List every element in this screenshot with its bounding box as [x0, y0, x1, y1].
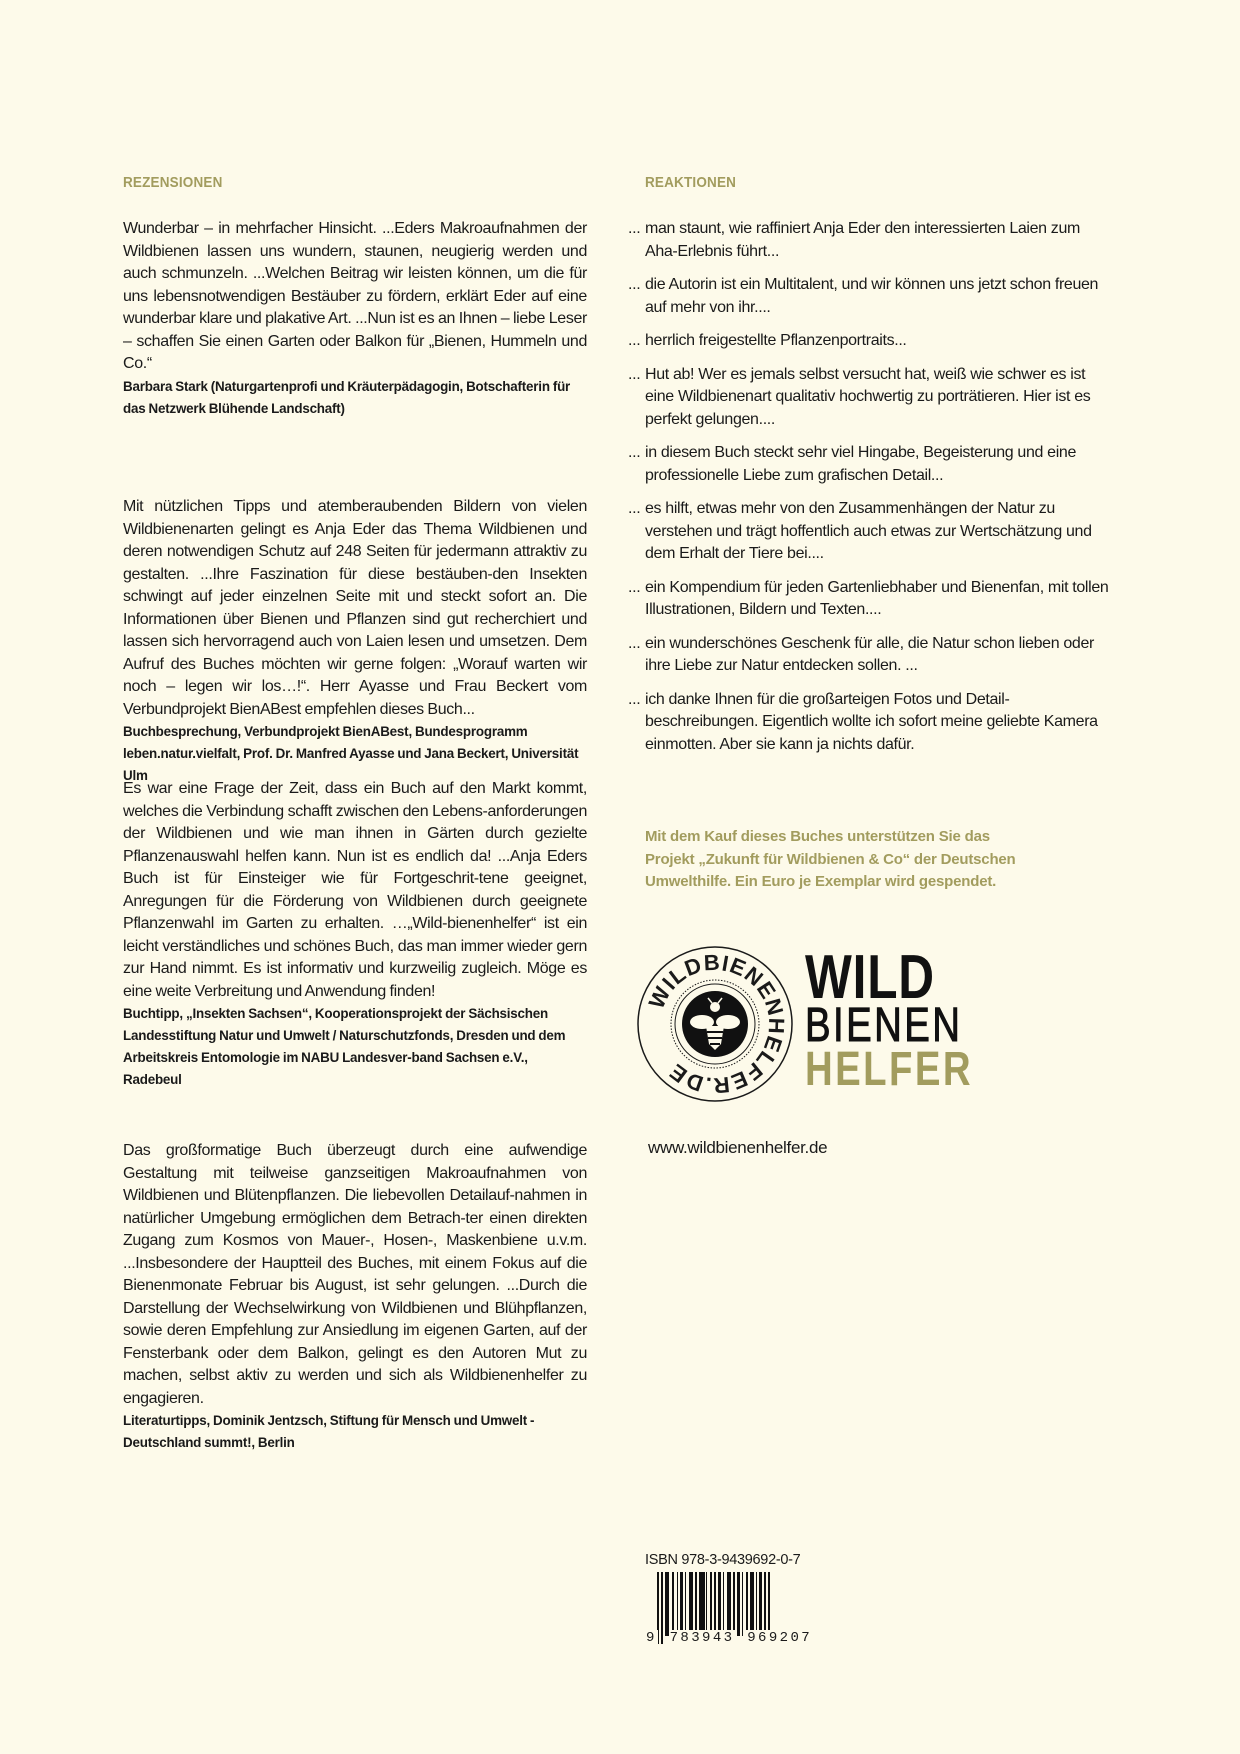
reactions-column — [628, 174, 1109, 1157]
reaction-item — [628, 577, 1115, 622]
logo-wordmark — [805, 943, 973, 1096]
reviews-heading: REZENSIONEN — [123, 174, 223, 191]
review-4 — [123, 1140, 587, 1454]
reaction-item — [628, 330, 1115, 353]
ellipsis-bullet: ... — [628, 365, 641, 383]
reaction-item — [628, 274, 1115, 319]
svg-text:WILDBIENENHELFER.DE: WILDBIENENHELFER.DE — [643, 949, 790, 1099]
reaction-text: es hilft, etwas mehr von den Zusammenhängen der Natur zu verstehen und trägt hoffentlich auch etwas zur Wertschätzung und dem Erhalt der Tiere bei.... — [645, 500, 1092, 562]
barcode-digit-first: 9 — [646, 1630, 657, 1646]
ellipsis-bullet: ... — [628, 690, 641, 708]
logo-line-bienen: BIENEN — [805, 999, 963, 1052]
barcode-digits — [645, 1630, 825, 1646]
ellipsis-bullet: ... — [628, 500, 641, 517]
barcode-digits-left: 783943 — [669, 1630, 735, 1646]
reaction-item — [628, 364, 1115, 432]
ellipsis-bullet: ... — [628, 220, 641, 237]
reaction-item — [628, 633, 1115, 678]
ellipsis-bullet: ... — [628, 276, 641, 293]
ellipsis-bullet: ... — [628, 332, 641, 349]
isbn-label: ISBN 978-3-9439692-0-7 — [645, 1552, 801, 1568]
ellipsis-bullet: ... — [628, 578, 641, 596]
ellipsis-bullet: ... — [628, 444, 641, 461]
donation-note: Mit dem Kauf dieses Buches unterstützen Sie das Projekt „Zukunft für Wildbienen & Co“ der Deutschen Umwelthilfe. Ein Euro je Exemplar wird gespendet. — [645, 828, 1016, 890]
review-text: Wunderbar – in mehrfacher Hinsicht. ...Eders Makroaufnahmen der Wildbienen lassen uns wundern, staunen, neugierig werden und auch schmunzeln. ...Welchen Beitrag wir leisten können, um die für uns lebensnotwendigen Bestäuber zu fördern, erklärt Eder auf eine wunderbar klare und plakative Art. ...Nun ist es an Ihnen – liebe Leser – schaffen Sie einen Garten oder Balkon für „Bienen, Hummeln und Co.“ — [123, 220, 587, 372]
ellipsis-bullet: ... — [628, 634, 641, 652]
barcode-digits-right: 969207 — [747, 1630, 813, 1646]
reaction-text: ein Kompendium für jeden Gartenliebhaber und Bienenfan, mit tollen Illustrationen, Bildern und Texten.... — [645, 578, 1109, 618]
reaction-text: ein wunderschönes Geschenk für alle, die Natur schon lieben oder ihre Liebe zur Natur entdecken sollen. ... — [645, 634, 1094, 674]
reaction-item — [628, 689, 1115, 757]
reaction-text: Hut ab! Wer es jemals selbst versucht hat, weiß wie schwer es ist eine Wildbienenart qualitativ hochwertig zu porträtieren. Hier ist es perfekt gelungen.... — [645, 365, 1091, 428]
logo-line-helfer: HELFER — [805, 1043, 973, 1096]
review-2 — [123, 496, 587, 787]
seal-logo-icon — [635, 944, 795, 1104]
reaction-item — [628, 442, 1115, 487]
wildbienenhelfer-logo — [635, 944, 975, 1114]
review-source: Barbara Stark (Naturgartenprofi und Kräuterpädagogin, Botschafterin für das Netzwerk Blühende Landschaft) — [123, 378, 571, 416]
reactions-heading: REAKTIONEN — [645, 174, 737, 191]
review-3 — [123, 778, 587, 1091]
isbn-block — [645, 1552, 825, 1646]
review-text: Mit nützlichen Tipps und atemberaubenden Bildern von vielen Wildbienenarten gelingt es Anja Eder das Thema Wildbienen und deren notwendigen Schutz auf 248 Seiten für jedermann attraktiv zu gestalten. ...Ihre Faszination für diese bestäuben-den Insekten schwingt auf jeder einzelnen Seite mit und steckt sofort an. Die Informationen über Bienen und Pflanzen sind gut recherchiert und lassen sich hervorragend auch von Laien lesen und umsetzen. Dem Aufruf des Buches möchten wir gerne folgen: „Worauf warten wir noch – legen wir los…!“. Herr Ayasse und Frau Beckert vom Verbundprojekt BienABest empfehlen dieses Buch... — [123, 498, 587, 718]
reactions-list — [628, 218, 1115, 767]
review-source: Literaturtipps, Dominik Jentzsch, Stiftung für Mensch und Umwelt - Deutschland summt!, Berlin — [123, 1413, 535, 1450]
reaction-text: man staunt, wie raffiniert Anja Eder den interessierten Laien zum Aha-Erlebnis führt... — [645, 220, 1080, 260]
reaction-text: die Autorin ist ein Multitalent, und wir können uns jetzt schon freuen auf mehr von ihr.... — [645, 276, 1099, 316]
review-text: Das großformatige Buch überzeugt durch eine aufwendige Gestaltung mit teilweise ganzseitigen Makroaufnahmen von Wildbienen und Blütenpflanzen. Die liebevollen Detailauf-nahmen in natürlicher Umgebung ermöglichen dem Betrach-ter einen direkten Zugang zum Kosmos von Mauer-, Hosen-, Maskenbiene u.v.m. ...Insbesondere der Hauptteil des Buches, mit einem Fokus auf die Bienenmonate Februar bis August, ist sehr gelungen. ...Durch die Darstellung der Wechselwirkung von Wildbienen und Blühpflanzen, sowie deren Empfehlung zur Ansiedlung im eigenen Garten, auf der Fensterbank oder dem Balkon, gelingt es den Autoren Mut zu machen, selbst aktiv zu werden und sich als Wildbienenhelfer zu engagieren. — [123, 1142, 587, 1407]
review-1 — [123, 218, 587, 420]
reviews-column — [123, 174, 587, 1450]
website-link[interactable]: www.wildbienenhelfer.de — [648, 1138, 828, 1157]
logo-line-wild: WILD — [805, 943, 935, 1012]
reaction-item — [628, 498, 1115, 566]
reaction-text: ich danke Ihnen für die großarteigen Fotos und Detail-beschreibungen. Eigentlich wollte ich sofort meine geliebte Kamera einmotten. Aber sie kann ja nichts dafür. — [645, 690, 1098, 753]
reaction-text: in diesem Buch steckt sehr viel Hingabe, Begeisterung und eine professionelle Liebe zum grafischen Detail... — [645, 444, 1077, 484]
review-text: Es war eine Frage der Zeit, dass ein Buch auf den Markt kommt, welches die Verbindung schafft zwischen den Lebens-anforderungen der Wildbienen und wie man ihnen in Gärten durch gezielte Pflanzenauswahl helfen kann. Nun ist es endlich da! ...Anja Eders Buch ist für Einsteiger wie für Fortgeschrit-tene geeignet, Anregungen für die Förderung von Wildbienen durch geeignete Pflanzenwahl im Garten zu erhalten. …„Wild-bienenhelfer“ ist ein leicht verständliches und schönes Buch, das man immer wieder gern zur Hand nimmt. Es ist informativ und kurzweilig zugleich. Möge es eine weite Verbreitung und Anwendung finden! — [123, 780, 587, 1000]
reaction-item — [628, 218, 1115, 263]
review-source: Buchtipp, „Insekten Sachsen“, Kooperationsprojekt der Sächsischen Landesstiftung Natur und Umwelt / Naturschutzfonds, Dresden und dem Arbeitskreis Entomologie im NABU Landesver-band Sachsen e.V., Radebeul — [123, 1006, 566, 1087]
review-source: Buchbesprechung, Verbundprojekt BienABest, Bundesprogramm leben.natur.vielfalt, Prof. Dr. Manfred Ayasse und Jana Beckert, Universität Ulm — [123, 724, 579, 783]
reaction-text: herrlich freigestellte Pflanzenportraits... — [645, 332, 907, 349]
